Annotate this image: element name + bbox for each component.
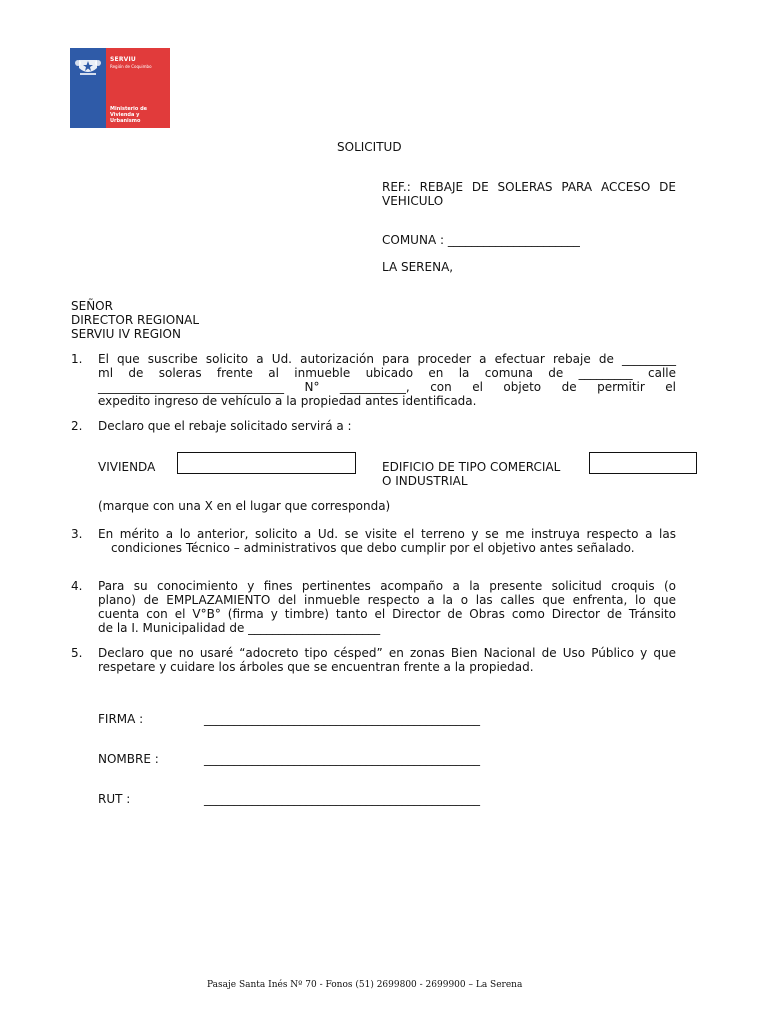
item-number-2: 2. <box>71 419 83 433</box>
rut-label: RUT : <box>98 792 131 806</box>
item-4-line3: cuenta con el V°B° (firma y timbre) tanto el Director de Obras como Director de Tránsito <box>98 607 676 621</box>
rut-field[interactable]: ______________________________________________ <box>204 792 480 806</box>
item-number-3: 3. <box>71 527 83 541</box>
item-1-line3: _______________________________ N° ___________, con el objeto de permitir el <box>98 380 676 394</box>
firma-label: FIRMA : <box>98 712 144 726</box>
city-date-line: LA SERENA, <box>382 260 454 274</box>
item-4-text <box>98 579 676 635</box>
comuna-field: COMUNA : ______________________ <box>382 233 580 247</box>
item-5-text <box>98 646 676 674</box>
addressee-line2: DIRECTOR REGIONAL <box>71 313 200 327</box>
item-1-line2: ml de soleras frente al inmueble ubicado en la comuna de _________ calle <box>98 366 676 380</box>
item-3-line2: condiciones Técnico – administrativos que debo cumplir por el objetivo antes señalado. <box>111 541 635 555</box>
logo-red-panel <box>106 48 170 128</box>
logo-serviu-text: SERVIU <box>110 56 136 63</box>
edificio-checkbox[interactable] <box>589 452 697 474</box>
item-1-line4: expedito ingreso de vehículo a la propiedad antes identificada. <box>98 394 477 408</box>
logo-blue-panel <box>70 48 106 128</box>
document-title: SOLICITUD <box>337 140 402 154</box>
item-5-line1: Declaro que no usaré “adocreto tipo césped” en zonas Bien Nacional de Uso Público y que <box>98 646 676 660</box>
item-number-1: 1. <box>71 352 83 366</box>
addressee-block <box>71 299 199 341</box>
logo-region-text: Región de Coquimbo <box>110 64 152 69</box>
firma-field[interactable]: ______________________________________________ <box>204 712 480 726</box>
nombre-label: NOMBRE : <box>98 752 159 766</box>
item-5-line2: respetare y cuidare los árboles que se encuentran frente a la propiedad. <box>98 660 534 674</box>
item-2-text: Declaro que el rebaje solicitado servirá a : <box>98 419 352 433</box>
addressee-line3: SERVIU IV REGION <box>71 327 181 341</box>
marque-instruction: (marque con una X en el lugar que corresponda) <box>98 499 391 513</box>
reference-line1: REF.: REBAJE DE SOLERAS PARA ACCESO DE <box>382 180 676 194</box>
item-4-line1: Para su conocimiento y fines pertinentes acompaño a la presente solicitud croquis (o <box>98 579 676 593</box>
item-number-4: 4. <box>71 579 83 593</box>
logo-ministry-line3: Urbanismo <box>110 118 141 124</box>
reference-line2: VEHICULO <box>382 194 444 208</box>
vivienda-label: VIVIENDA <box>98 460 156 474</box>
vivienda-checkbox[interactable] <box>177 452 356 474</box>
reference-block <box>382 180 676 208</box>
item-1-text <box>98 352 676 408</box>
chile-crest-icon <box>74 54 102 78</box>
edificio-label <box>382 460 560 488</box>
item-4-line4: de la I. Municipalidad de ______________________ <box>98 621 381 635</box>
item-4-line2: plano) de EMPLAZAMIENTO del inmueble respecto a la o las calles que enfrenta, lo que <box>98 593 676 607</box>
item-3-line1: En mérito a lo anterior, solicito a Ud. se visite el terreno y se me instruya respecto a las <box>98 527 676 541</box>
item-number-5: 5. <box>71 646 83 660</box>
logo-ministry-line1: Ministerio de <box>110 106 148 112</box>
addressee-line1: SEÑOR <box>71 299 113 313</box>
edificio-label-line2: O INDUSTRIAL <box>382 474 468 488</box>
logo-ministry-line2: Vivienda y <box>110 112 140 118</box>
serviu-logo <box>70 48 170 128</box>
nombre-field[interactable]: ______________________________________________ <box>204 752 480 766</box>
footer-address: Pasaje Santa Inés Nº 70 - Fonos (51) 2699800 - 2699900 – La Serena <box>207 980 523 990</box>
edificio-label-line1: EDIFICIO DE TIPO COMERCIAL <box>382 460 561 474</box>
item-3-text <box>98 527 676 555</box>
item-1-line1: El que suscribe solicito a Ud. autorización para proceder a efectuar rebaje de _________ <box>98 352 676 366</box>
logo-ministry-text <box>110 106 147 124</box>
